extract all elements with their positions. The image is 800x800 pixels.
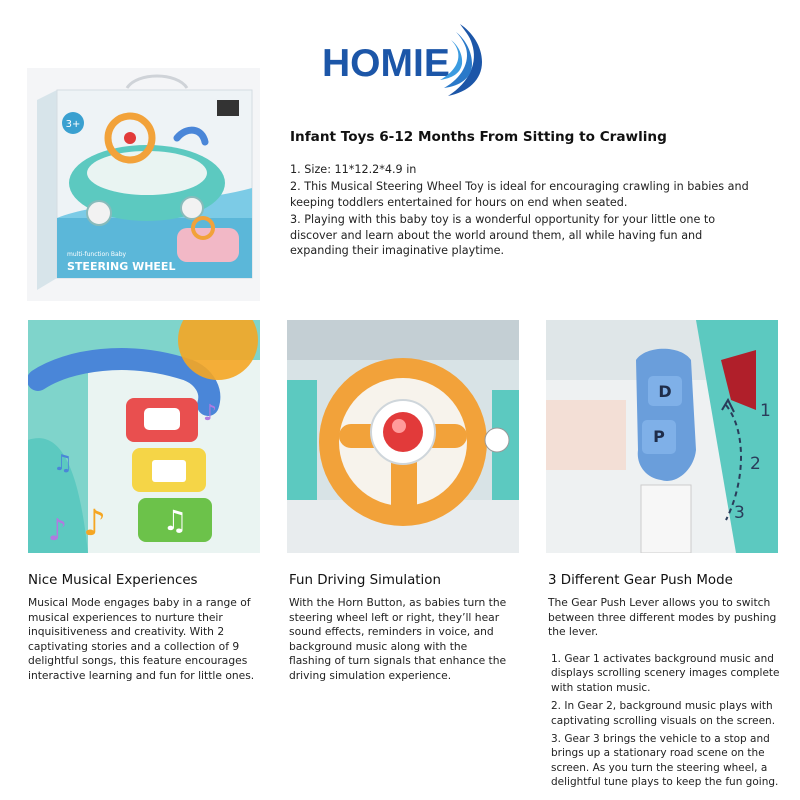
feature-body xyxy=(28,596,264,684)
music-note-icon: ♪ xyxy=(48,513,68,548)
product-box-image xyxy=(27,68,260,301)
age-badge: 3+ xyxy=(65,119,81,130)
gear-feature-image xyxy=(546,320,778,553)
intro-item: 1. Size: 11*12.2*4.9 in xyxy=(290,162,417,176)
musical-feature-image xyxy=(28,320,260,553)
feature-description: Musical Mode engages baby in a range of musical experiences to nurture their inquisitiveness and creativity. With 2 captivating stories and a collection of 9 delightful songs, this feature encourages interactive learning and fun for little ones. xyxy=(28,596,255,682)
box-product-name: STEERING WHEEL xyxy=(67,260,176,273)
gear-mode-item: 3. Gear 3 brings the vehicle to a stop and brings up a stationary road scene on the screen. As you turn the steering wheel, a delightful tune plays to keep the fun going. xyxy=(551,733,779,789)
feature-title: Nice Musical Experiences xyxy=(28,573,198,588)
box-subtitle: multi-function Baby xyxy=(67,251,127,258)
music-note-icon: ♪ xyxy=(83,503,106,544)
gear-label-p: P xyxy=(653,427,665,446)
toy-box-illustration xyxy=(27,68,260,301)
gear-label-d: D xyxy=(658,382,672,401)
gear-mode-item: 1. Gear 1 activates background music and displays scrolling scenery images complete with station music. xyxy=(551,653,780,694)
feature-body xyxy=(548,596,780,640)
intro-list xyxy=(290,162,760,259)
gear-number-3: 3 xyxy=(734,503,745,523)
intro-section xyxy=(290,130,760,261)
intro-title: Infant Toys 6-12 Months From Sitting to Crawling xyxy=(290,129,667,145)
music-note-icon: ♪ xyxy=(203,401,218,426)
intro-item: 2. This Musical Steering Wheel Toy is ideal for encouraging crawling in babies and keeping toddlers entertained for hours on end when seated. xyxy=(290,180,749,209)
gear-mode-item: 2. In Gear 2, background music plays with captivating scrolling visuals on the screen. xyxy=(551,700,776,727)
gear-number-2: 2 xyxy=(750,454,761,474)
driving-feature-image xyxy=(287,320,519,553)
brand-name: HOMIE xyxy=(322,42,450,85)
gear-mode-list xyxy=(551,652,781,794)
intro-item: 3. Playing with this baby toy is a wonderful opportunity for your little one to discover and learn about the world around them, all while having fun and expanding their imaginative playtime. xyxy=(290,213,716,257)
feature-title: 3 Different Gear Push Mode xyxy=(548,573,733,588)
brand-logo xyxy=(322,22,482,102)
music-note-icon: ♫ xyxy=(53,451,73,476)
feature-description: The Gear Push Lever allows you to switch between three different modes by pushing the lever. xyxy=(548,596,777,639)
gear-number-1: 1 xyxy=(760,401,771,421)
feature-title: Fun Driving Simulation xyxy=(289,573,441,588)
feature-description: With the Horn Button, as babies turn the steering wheel left or right, they’ll hear sound effects, reminders in voice, and background music along with the flashing of turn signals that enhance the driving simulation experience. xyxy=(289,596,507,682)
swoosh-icon xyxy=(430,22,486,100)
feature-body xyxy=(289,596,511,684)
music-note-icon: ♫ xyxy=(162,504,188,537)
